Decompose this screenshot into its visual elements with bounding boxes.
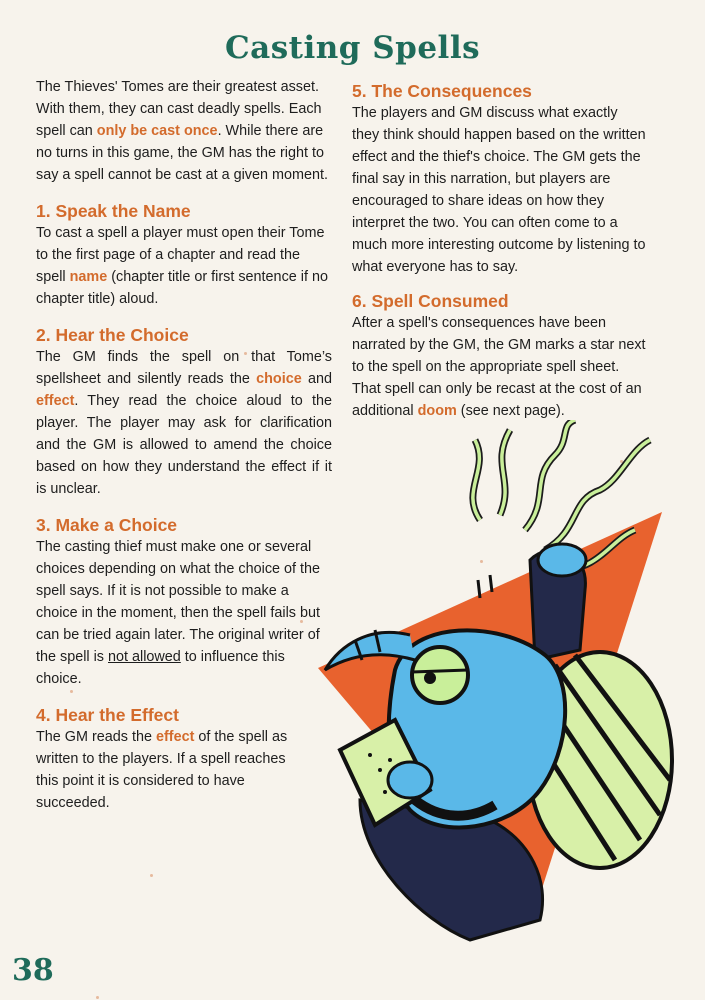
right-column bbox=[352, 80, 646, 422]
pupil bbox=[424, 672, 436, 684]
section-heading: 3. Make a Choice bbox=[36, 515, 178, 535]
highlight-name: name bbox=[69, 269, 108, 285]
section-body: The GM finds the spell on that Tome’s spellsheet and silently reads the choice and effect. They read the choice aloud to the player. The player may ask for clarification and the GM is allowed to amend the choice based on how they understand the effect if it is unclear. bbox=[36, 349, 332, 497]
section-spell-consumed bbox=[352, 290, 646, 422]
raised-hand bbox=[538, 544, 586, 576]
eye bbox=[412, 647, 468, 703]
reading-hand bbox=[388, 762, 432, 798]
eyelid bbox=[412, 670, 468, 672]
section-hear-the-effect bbox=[36, 704, 332, 814]
highlight-effect: effect bbox=[36, 393, 75, 409]
section-hear-the-choice bbox=[36, 324, 332, 500]
section-heading: 4. Hear the Effect bbox=[36, 705, 179, 725]
section-heading: 1. Speak the Name bbox=[36, 201, 191, 221]
section-the-consequences bbox=[352, 80, 646, 278]
section-body: The casting thief must make one or several choices depending on what the choice of the spell says. If it is not possible to make a choice in the moment, then the spell fails but can be tried again later. The original writer of the spell is not allowed to influence this choice. bbox=[36, 539, 321, 687]
highlight-effect: effect bbox=[155, 729, 195, 745]
section-body: The GM reads the effect of the spell as written to the players. If a spell reaches this point it is considered to have succeeded. bbox=[36, 729, 288, 811]
highlight-doom: doom bbox=[417, 403, 457, 419]
section-body: The players and GM discuss what exactly they think should happen based on the written effect and the thief's choice. The GM gets the final say in this narration, but players are encouraged to share ideas on how they interpret the two. You can often come to a much more interesting outcome by listening to what everyone has to say. bbox=[352, 105, 646, 275]
left-column bbox=[36, 76, 332, 814]
section-make-a-choice bbox=[36, 514, 332, 690]
thief-reading-tome-illustration bbox=[300, 420, 705, 1000]
section-speak-the-name bbox=[36, 200, 332, 310]
underlined-not-allowed: not allowed bbox=[108, 649, 181, 665]
highlight-choice: choice bbox=[256, 371, 302, 387]
section-heading: 2. Hear the Choice bbox=[36, 325, 189, 345]
section-heading: 5. The Consequences bbox=[352, 81, 532, 101]
section-body: To cast a spell a player must open their Tome to the first page of a chapter and read the spell name (chapter title or first sentence if no chapter title) aloud. bbox=[36, 225, 328, 307]
section-body: After a spell's consequences have been narrated by the GM, the GM marks a star next to the spell on the appropriate spell sheet. That spell can only be recast at the cost of an additional doom (see next page). bbox=[352, 315, 646, 419]
page-number: 38 bbox=[12, 953, 54, 988]
section-heading: 6. Spell Consumed bbox=[352, 291, 509, 311]
page-title: Casting Spells bbox=[224, 30, 481, 66]
intro-paragraph: The Thieves' Tomes are their greatest asset. With them, they can cast deadly spells. Each spell can only be cast once. While there are no turns in this game, the GM has the right to say a spell cannot be cast at a given moment. bbox=[36, 79, 328, 183]
highlight-only-once: only be cast once bbox=[96, 123, 218, 139]
